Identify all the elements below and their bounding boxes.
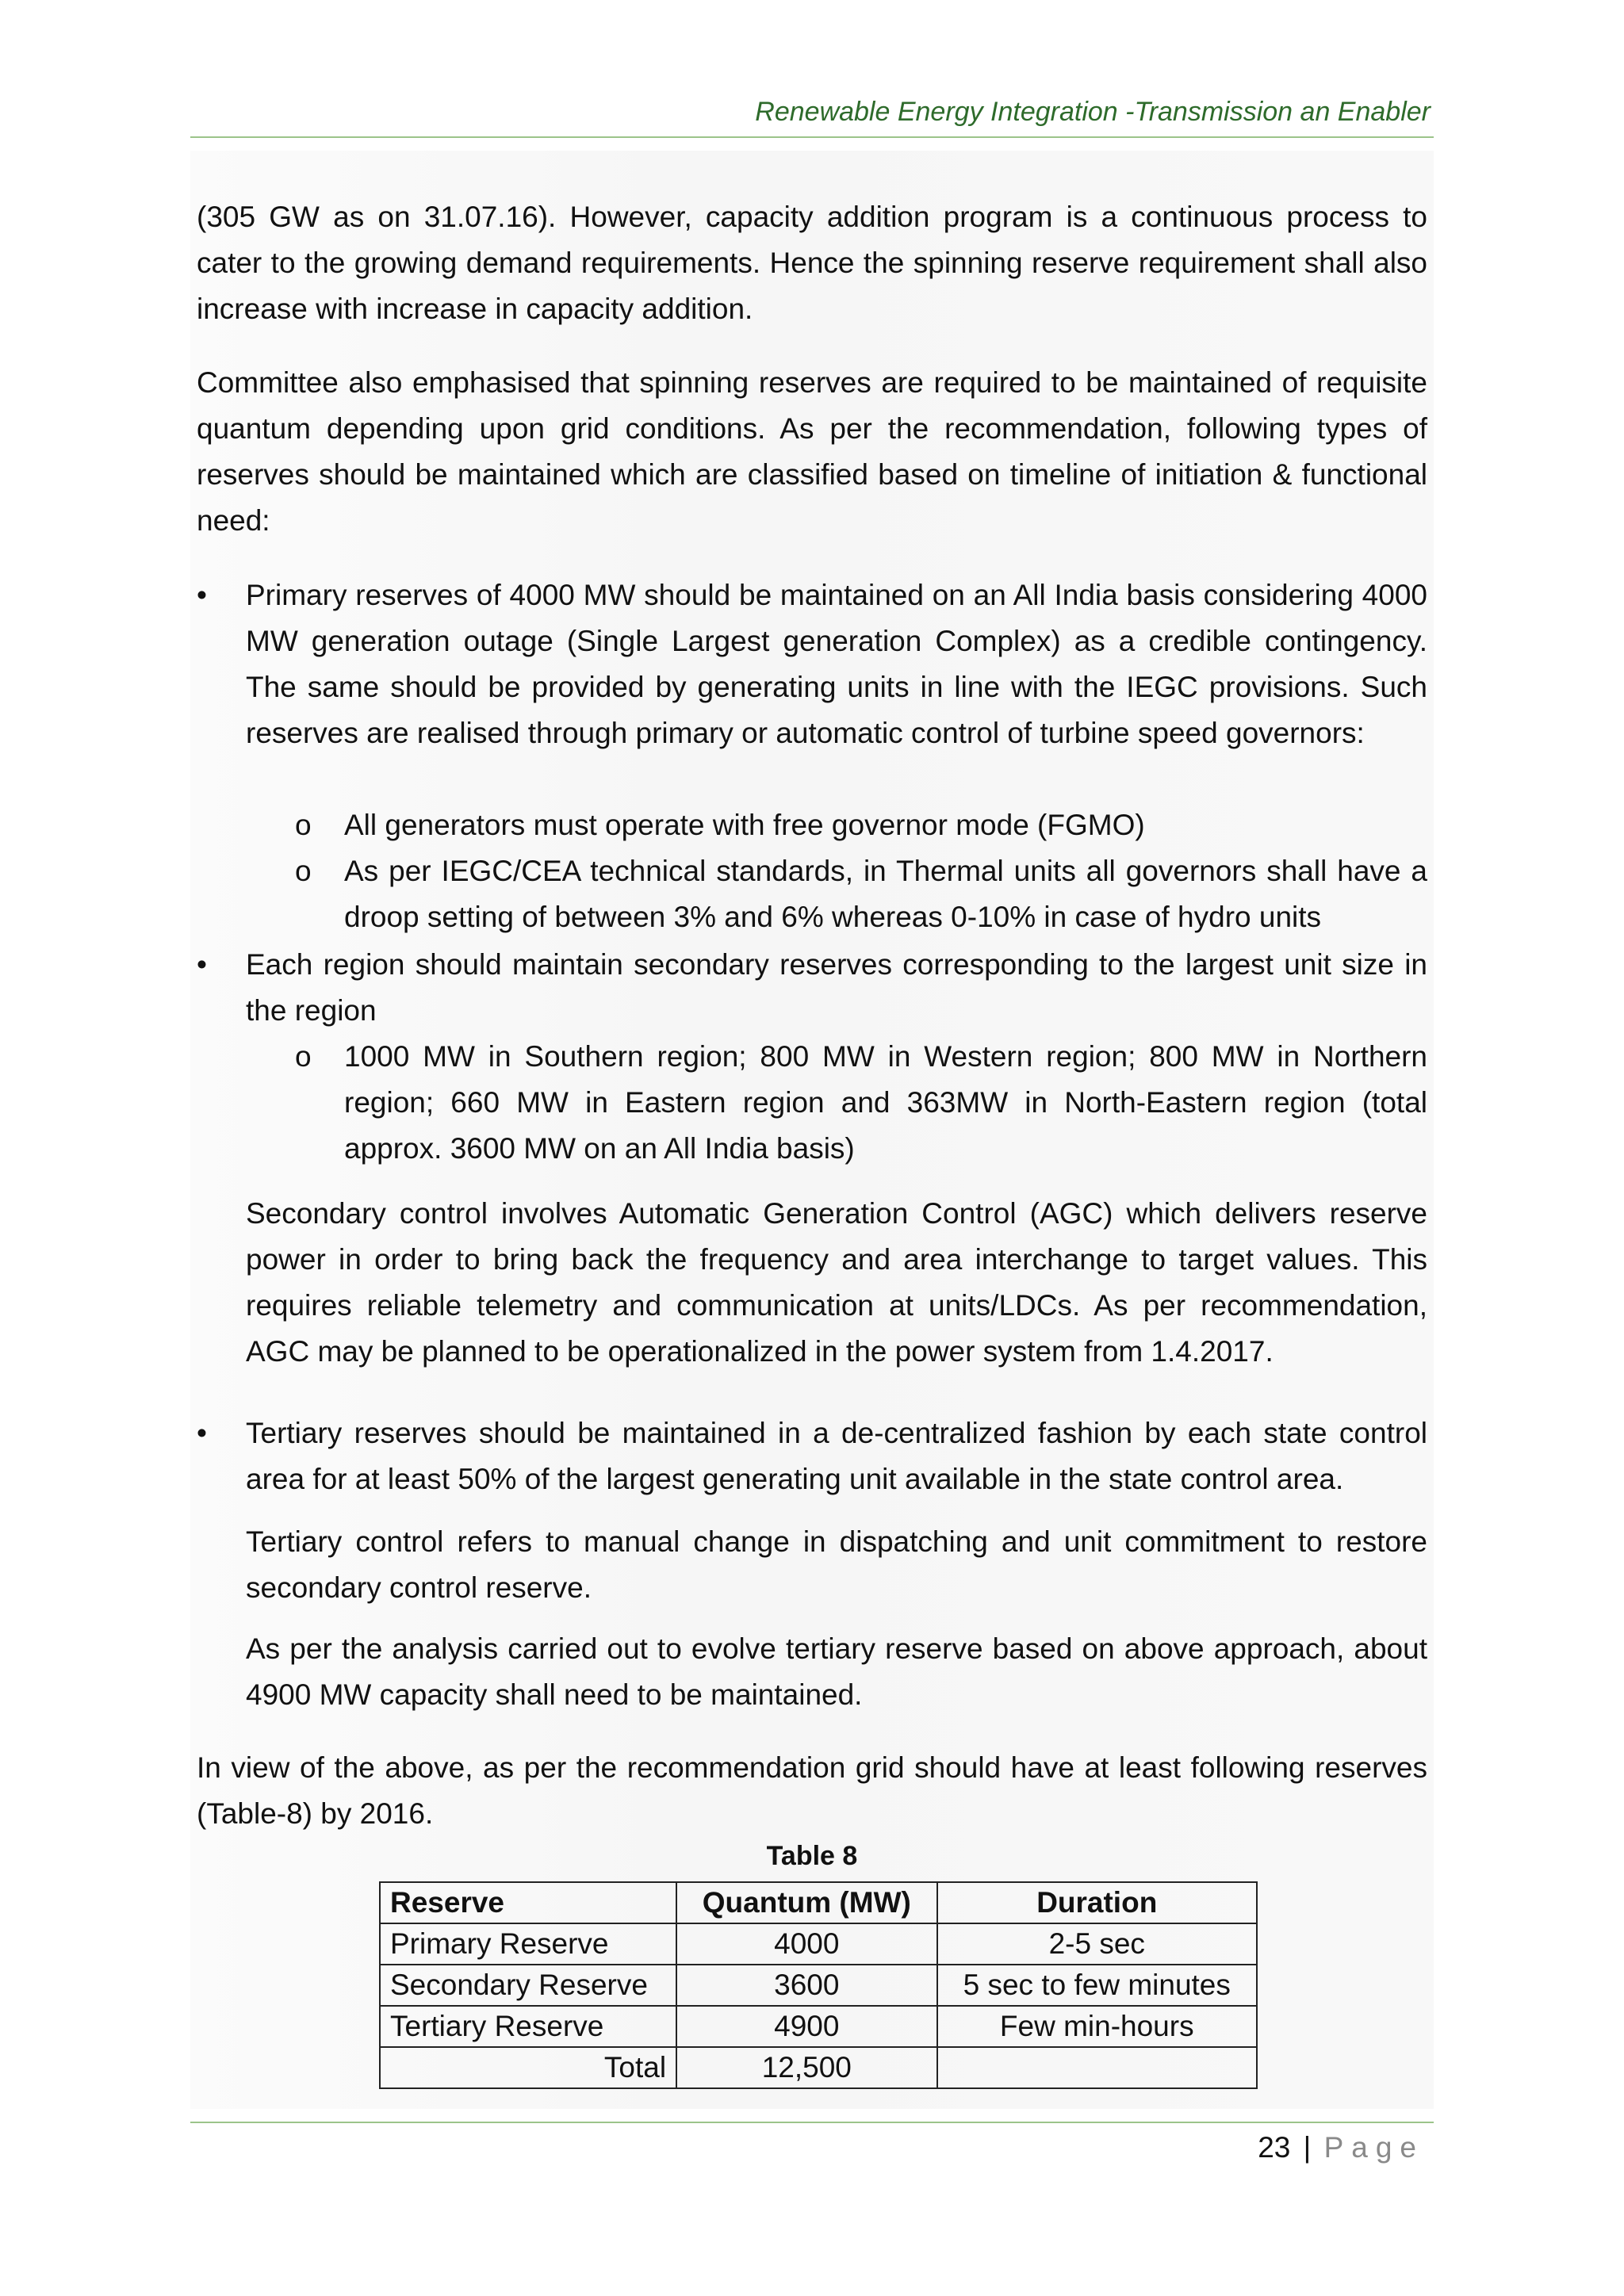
table-header-cell: Reserve bbox=[380, 1882, 676, 1923]
header-divider bbox=[190, 136, 1434, 138]
table-header-row bbox=[380, 1882, 1257, 1923]
table-header-cell: Quantum (MW) bbox=[676, 1882, 936, 1923]
page-number-value: 23 bbox=[1258, 2131, 1291, 2164]
table-caption: Table 8 bbox=[766, 1841, 858, 1871]
subbullet-text: 1000 MW in Southern region; 800 MW in Western region; 800 MW in Northern region; 660 MW in Eastern region and 363MW in North-Eastern region (total approx. 3600 MW on an All India basis) bbox=[344, 1040, 1427, 1165]
table-cell: Few min-hours bbox=[937, 2006, 1258, 2047]
bullet-dot-icon: • bbox=[197, 948, 207, 981]
table-cell: 4900 bbox=[676, 2006, 936, 2047]
paragraph-text: Secondary control involves Automatic Generation Control (AGC) which delivers reserve power in order to bring back the frequency and area interchange to target values. This requires reliable telemetry and communication at units/LDCs. As per recommendation, AGC may be planned to be operationalized in the power system from 1.4.2017. bbox=[246, 1197, 1427, 1368]
paragraph-text: (305 GW as on 31.07.16). However, capacity addition program is a continuous process to cater to the growing demand requirements. Hence the spinning reserve requirement shall also increase with increase in capacity addition. bbox=[197, 201, 1427, 325]
reserves-table bbox=[379, 1881, 1258, 2089]
paragraph-tertiary-analysis bbox=[246, 1626, 1427, 1718]
bullet-text: Each region should maintain secondary reserves corresponding to the largest unit size in the region bbox=[246, 948, 1427, 1027]
paragraph-text: As per the analysis carried out to evolve tertiary reserve based on above approach, about 4900 MW capacity shall need to be maintained. bbox=[246, 1632, 1427, 1711]
paragraph-tertiary-control bbox=[246, 1519, 1427, 1611]
table-row bbox=[380, 1965, 1257, 2006]
paragraph-committee bbox=[197, 360, 1427, 544]
paragraph-capacity bbox=[197, 194, 1427, 332]
subbullet-regions bbox=[295, 1034, 1427, 1172]
table-cell: 5 sec to few minutes bbox=[937, 1965, 1258, 2006]
bullet-tertiary-reserves bbox=[197, 1410, 1427, 1502]
paragraph-conclusion bbox=[197, 1745, 1427, 1837]
bullet-dot-icon: • bbox=[197, 579, 207, 611]
table-header-cell: Duration bbox=[937, 1882, 1258, 1923]
running-header-title: Renewable Energy Integration -Transmission an Enabler bbox=[755, 97, 1431, 127]
table-cell: Secondary Reserve bbox=[380, 1965, 676, 2006]
table-total-row bbox=[380, 2047, 1257, 2088]
subbullet-circle-icon: o bbox=[295, 855, 312, 887]
subbullet-fgmo bbox=[295, 802, 1427, 848]
table-total-label: Total bbox=[380, 2047, 676, 2088]
bullet-dot-icon: • bbox=[197, 1417, 207, 1449]
table-cell: 2-5 sec bbox=[937, 1923, 1258, 1965]
bullet-primary-reserves bbox=[197, 572, 1427, 756]
table-cell: Primary Reserve bbox=[380, 1923, 676, 1965]
table-row bbox=[380, 1923, 1257, 1965]
page-number bbox=[1258, 2131, 1424, 2164]
paragraph-text: Committee also emphasised that spinning reserves are required to be maintained of requisite quantum depending upon grid conditions. As per the recommendation, following types of reserves should be maintained which are classified based on timeline of initiation & functional need: bbox=[197, 366, 1427, 537]
subbullet-circle-icon: o bbox=[295, 809, 312, 841]
page-word: Page bbox=[1323, 2131, 1424, 2164]
paragraph-agc bbox=[246, 1191, 1427, 1375]
table-cell: 4000 bbox=[676, 1923, 936, 1965]
footer-divider bbox=[190, 2122, 1434, 2123]
subbullet-text: As per IEGC/CEA technical standards, in Thermal units all governors shall have a droop setting of between 3% and 6% whereas 0-10% in case of hydro units bbox=[344, 855, 1427, 933]
table-cell-empty bbox=[937, 2047, 1258, 2088]
bullet-text: Tertiary reserves should be maintained in a de-centralized fashion by each state control area for at least 50% of the largest generating unit available in the state control area. bbox=[246, 1417, 1427, 1495]
table-cell: Tertiary Reserve bbox=[380, 2006, 676, 2047]
table-cell: 3600 bbox=[676, 1965, 936, 2006]
bullet-text: Primary reserves of 4000 MW should be maintained on an All India basis considering 4000 MW generation outage (Single Largest generation Complex) as a credible contingency. The same should be provided by generating units in line with the IEGC provisions. Such reserves are realised through primary or automatic control of turbine speed governors: bbox=[246, 579, 1427, 749]
paragraph-text: Tertiary control refers to manual change in dispatching and unit commitment to restore secondary control reserve. bbox=[246, 1525, 1427, 1604]
page-separator: | bbox=[1303, 2131, 1312, 2164]
bullet-secondary-reserves bbox=[197, 942, 1427, 1034]
table-total-value: 12,500 bbox=[676, 2047, 936, 2088]
table-row bbox=[380, 2006, 1257, 2047]
subbullet-droop bbox=[295, 848, 1427, 940]
subbullet-text: All generators must operate with free governor mode (FGMO) bbox=[344, 809, 1145, 841]
subbullet-circle-icon: o bbox=[295, 1040, 312, 1073]
paragraph-text: In view of the above, as per the recommendation grid should have at least following reserves (Table-8) by 2016. bbox=[197, 1751, 1427, 1830]
